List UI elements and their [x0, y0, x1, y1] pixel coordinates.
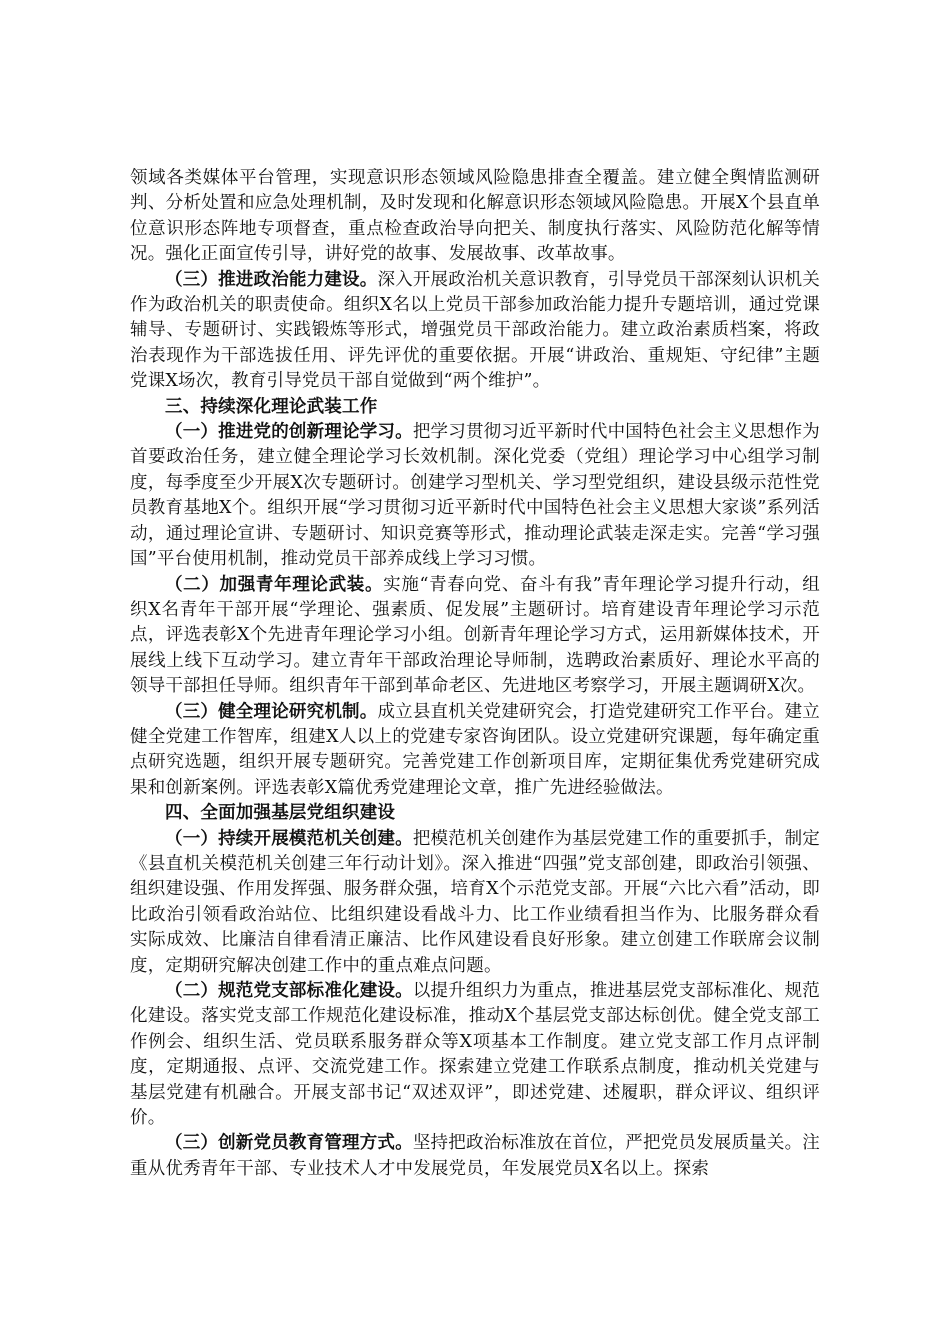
paragraph-text: 深入开展政治机关意识教育，引导党员干部深刻认识机关作为政治机关的职责使命。组织X名以上党员干部参加政治能力提升专题培训，通过党课辅导、专题研讨、实践锻炼等形式，增强党员干部政治能力。建立政治素质档案，将政治表现作为干部选拔任用、评先评优的重要依据。开展“讲政治、重规矩、守纪律”主题党课X场次，教育引导党员干部自觉做到“两个维护”。: [130, 269, 820, 392]
paragraph-text: 成立县直机关党建研究会，打造党建研究工作平台。建立健全党建工作智库，组建X人以上的党建专家咨询团队。设立党建研究课题，每年确定重点研究选题，组织开展专题研究。完善党建工作创新项目库，定期征集优秀党建研究成果和创新案例。评选表彰X篇优秀党建理论文章，推广先进经验做法。: [130, 701, 820, 798]
paragraph-model-organ: [130, 827, 820, 979]
paragraph-lead: （一）推进党的创新理论学习。: [165, 422, 413, 443]
paragraph-youth-theory: [130, 573, 820, 700]
paragraph-text: 把模范机关创建作为基层党建工作的重要抓手，制定《县直机关模范机关创建三年行动计划》。深入推进“四强”党支部创建，即政治引领强、组织建设强、作用发挥强、服务群众强，培育X个示范党支部。开展“六比六看”活动，即比政治引领看政治站位、比组织建设看战斗力、比工作业绩看担当作为、比服务群众看实际成效、比廉洁自律看清正廉洁、比作风建设看良好形象。建立创建工作联席会议制度，定期研究解决创建工作中的重点难点问题。: [130, 828, 820, 976]
paragraph-text: 坚持把政治标准放在首位，严把党员发展质量关。注重从优秀青年干部、专业技术人才中发展党员，年发展党员X名以上。探索: [130, 1133, 820, 1179]
paragraph-innovation-theory: [130, 420, 820, 572]
paragraph-lead: （三）创新党员教育管理方式。: [165, 1133, 413, 1154]
paragraph-text: 以提升组织力为重点，推进基层党支部标准化、规范化建设。落实党支部工作规范化建设标准，推动X个基层党支部达标创优。健全党支部工作例会、组织生活、党员联系服务群众等X项基本工作制度。建立党支部工作月点评制度，定期通报、点评、交流党建工作。探索建立党建工作联系点制度，推动机关党建与基层党建有机融合。开展支部书记“双述双评”，即述党建、述履职，群众评议、组织评价。: [130, 981, 820, 1129]
section-heading-3: 三、持续深化理论武装工作: [165, 396, 378, 417]
paragraph-member-education: [130, 1131, 820, 1182]
paragraph-continuation: [130, 166, 820, 268]
paragraph-lead: （三）推进政治能力建设。: [165, 269, 378, 290]
paragraph-lead: （一）持续开展模范机关创建。: [165, 828, 413, 849]
paragraph-branch-standardization: [130, 979, 820, 1131]
paragraph-lead: （二）加强青年理论武装。: [165, 574, 384, 595]
paragraph-lead: （二）规范党支部标准化建设。: [165, 981, 413, 1001]
paragraph-text: 实施“青春向党、奋斗有我”青年理论学习提升行动，组织X名青年干部开展“学理论、强素质、促发展”主题研讨。培育建设青年理论学习示范点，评选表彰X个先进青年理论学习小组。创新青年理论学习方式，运用新媒体技术，开展线上线下互动学习。建立青年干部政治理论导师制，选聘政治素质好、理论水平高的领导干部担任导师。组织青年干部到革命老区、先进地区考察学习，开展主题调研X次。: [130, 574, 820, 697]
document-body: [130, 166, 820, 1182]
paragraph-political-ability: [130, 268, 820, 395]
paragraph-research-mechanism: [130, 700, 820, 802]
paragraph-text: 领域各类媒体平台管理，实现意识形态领域风险隐患排查全覆盖。建立健全舆情监测研判、分析处置和应急处理机制，及时发现和化解意识形态领域风险隐患。开展X个县直单位意识形态阵地专项督查，重点检查政治导向把关、制度执行落实、风险防范化解等情况。强化正面宣传引导，讲好党的故事、发展故事、改革故事。: [130, 168, 820, 265]
paragraph-lead: （三）健全理论研究机制。: [165, 701, 378, 722]
paragraph-text: 把学习贯彻习近平新时代中国特色社会主义思想作为首要政治任务，建立健全理论学习长效机制。深化党委（党组）理论学习中心组学习制度，每季度至少开展X次专题研讨。创建学习型机关、学习型党组织，建设县级示范性党员教育基地X个。组织开展“学习贯彻习近平新时代中国特色社会主义思想大家谈”系列活动，通过理论宣讲、专题研讨、知识竞赛等形式，推动理论武装走深走实。完善“学习强国”平台使用机制，推动党员干部养成线上学习习惯。: [130, 422, 820, 570]
section-heading-4: 四、全面加强基层党组织建设: [165, 803, 396, 824]
